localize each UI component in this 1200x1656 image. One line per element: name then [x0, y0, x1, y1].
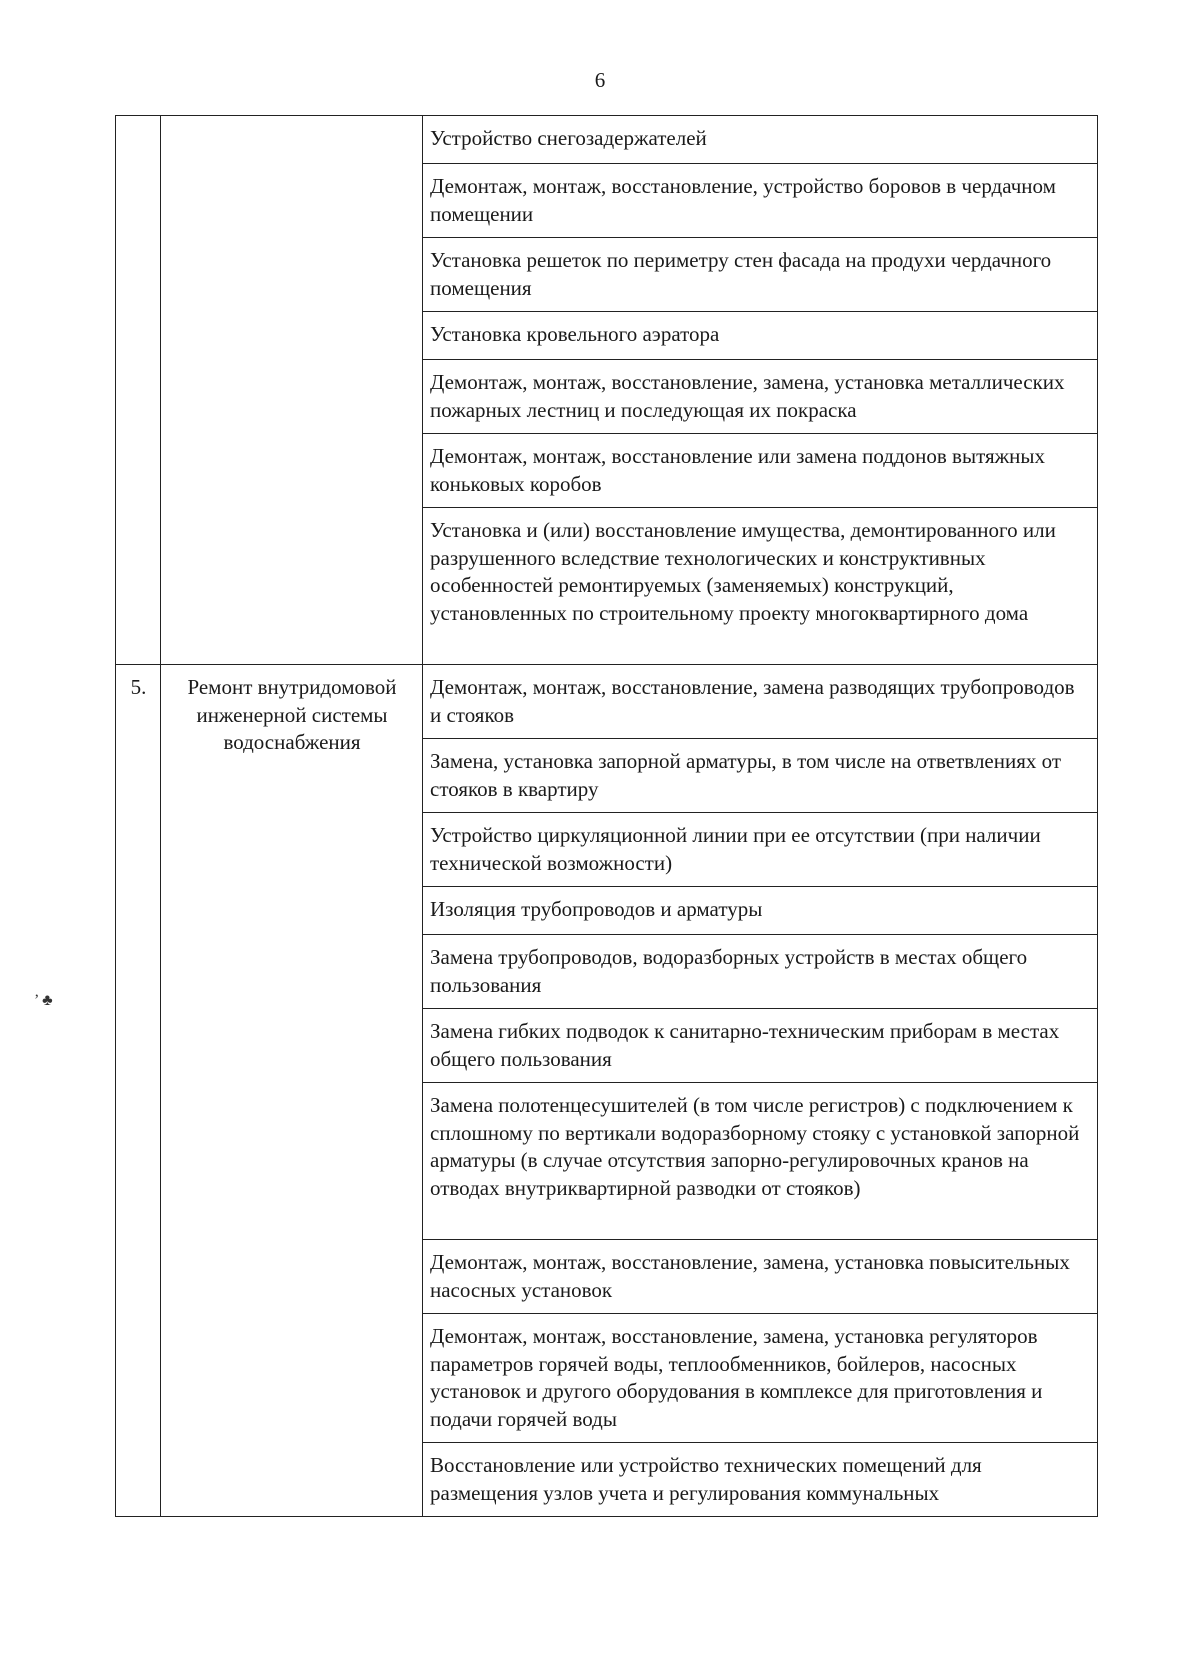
work-item: Демонтаж, монтаж, восстановление, замена, установка регуляторов параметров горячей воды, теплообменников, бойлеров, насосных установок и другого оборудования в комплексе для приготовления и подачи горячей воды: [423, 1314, 1098, 1443]
page-number: 6: [594, 68, 606, 92]
table-row: [116, 116, 1098, 164]
scan-smudge: ’ ♣: [34, 992, 53, 1009]
work-item: Изоляция трубопроводов и арматуры: [423, 887, 1098, 935]
work-item: Установка и (или) восстановление имущества, демонтированного или разрушенного вследствие технологических и конструктивных особенностей ремонтируемых (заменяемых) конструкций, установленных по строительному проекту многоквартирного дома: [423, 508, 1098, 665]
system-name-cell: [161, 116, 423, 665]
work-item: Замена полотенцесушителей (в том числе регистров) с подключением к сплошному по вертикали водоразборному стояку с установкой запорной арматуры (в случае отсутствия запорно-регулировочных кранов на отводах внутриквартирной разводки от стояков): [423, 1083, 1098, 1240]
work-item: Демонтаж, монтаж, восстановление, замена, установка металлических пожарных лестниц и последующая их покраска: [423, 360, 1098, 434]
work-item: Установка решеток по периметру стен фасада на продухи чердачного помещения: [423, 238, 1098, 312]
system-name: Ремонт внутридомовой инженерной системы водоснабжения: [161, 665, 423, 1517]
work-item: Восстановление или устройство технических помещений для размещения узлов учета и регулирования коммунальных: [423, 1443, 1098, 1517]
work-item: Установка кровельного аэратора: [423, 312, 1098, 360]
work-item: Демонтаж, монтаж, восстановление или замена поддонов вытяжных коньковых коробов: [423, 434, 1098, 508]
work-item: Демонтаж, монтаж, восстановление, замена, установка повысительных насосных установок: [423, 1240, 1098, 1314]
works-table: [115, 115, 1098, 1517]
item-number-cell: [116, 116, 161, 665]
work-item: Устройство циркуляционной линии при ее отсутствии (при наличии технической возможности): [423, 813, 1098, 887]
work-item: Демонтаж, монтаж, восстановление, замена разводящих трубопроводов и стояков: [423, 665, 1098, 739]
work-item: Замена, установка запорной арматуры, в том числе на ответвлениях от стояков в квартиру: [423, 739, 1098, 813]
work-item: Устройство снегозадержателей: [423, 116, 1098, 164]
table-row: [116, 665, 1098, 739]
work-item: Демонтаж, монтаж, восстановление, устройство боровов в чердачном помещении: [423, 164, 1098, 238]
item-number: 5.: [116, 665, 161, 1517]
work-item: Замена трубопроводов, водоразборных устройств в местах общего пользования: [423, 935, 1098, 1009]
work-item: Замена гибких подводок к санитарно-техническим приборам в местах общего пользования: [423, 1009, 1098, 1083]
